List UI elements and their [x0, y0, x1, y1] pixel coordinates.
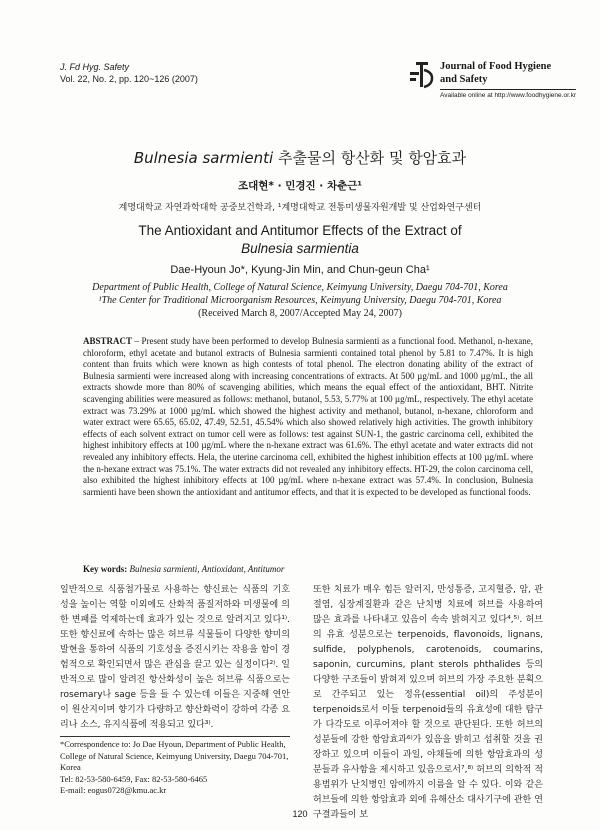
journal-title-line1: Journal of Food Hygiene	[440, 61, 552, 72]
keywords-text: Bulnesia sarmienti, Antioxidant, Antitumor	[127, 564, 285, 574]
korean-affiliation: 계명대학교 자연과학대학 공중보건학과, ¹계명대학교 전통미생물자원개발 및 산업화연구센터	[118, 203, 482, 213]
journal-meta	[60, 61, 198, 85]
journal-volume: Vol. 22, No. 2, pp. 120~126 (2007)	[60, 74, 198, 84]
footnote-line1: *Correspondence to: Jo Dae Hyoun, Department of Public Health,	[60, 739, 286, 749]
footnote-line4: Tel: 82-53-580-6459, Fax: 82-53-580-6465	[60, 773, 208, 784]
keywords	[83, 564, 533, 574]
footnote-rule	[60, 736, 290, 737]
journal-title-rule	[440, 89, 576, 90]
footnote-line2: College of Natural Science, Keimyung University, Daegu 704-701,	[60, 750, 289, 761]
english-affiliation-1: Department of Public Health, College of Natural Science, Keimyung University, Daegu 704-701, Korea	[92, 282, 508, 293]
journal-title-line2: and Safety	[440, 74, 488, 85]
footnote-line3: Korea	[60, 762, 81, 772]
body-column-left: 일반적으로 식품첨가물로 사용하는 향신료는 식품의 기호성을 높이는 역할 이외에도 산화적 품질저하와 미생물에 의한 변패를 억제하는데 효과가 있는 것으로 알려지고 있다¹⁾. 또한 향신료에 속하는 많은 허브류 식물들이 다양한 향미의 발현을 통하여 식품의 기호성을 증진시키는 작용을 함이 경험적으로 확인되면서 많은 관심을 끌고 있는 실정이다²⁾. 일반적으로 많이 알려진 항산화성이 높은 허브류 식품으로는 rosemary나 sage 등을 들 수 있는데 이들은 지중해 연안이 원산지이며 향기가 다량하고 향산화력이 강하여 각종 요리나 소스, 유지식품에 적용되고 있다³⁾.	[60, 585, 290, 730]
received-dates: (Received March 8, 2007/Accepted May 24, 2007)	[198, 308, 402, 319]
journal-title	[440, 60, 551, 86]
journal-online-url: Available online at http://www.foodhygiene.or.kr	[440, 92, 577, 99]
english-affiliations	[0, 282, 600, 307]
english-title-line1: The Antioxidant and Antitumor Effects of the Extract of	[138, 223, 462, 238]
journal-logo-icon	[408, 60, 436, 90]
abstract	[83, 336, 533, 498]
keywords-label: Key words:	[83, 564, 128, 574]
english-title-line2: Bulnesia sarmientia	[241, 241, 359, 256]
correspondence-footnote	[60, 739, 300, 797]
page-number: 120	[292, 809, 308, 819]
journal-short-name: J. Fd Hyg. Safety	[60, 62, 130, 72]
english-authors: Dae-Hyoun Jo*, Kyung-Jin Min, and Chun-geun Cha¹	[170, 264, 430, 276]
korean-title	[0, 147, 600, 168]
english-affiliation-2: ¹The Center for Traditional Microorganism Resources, Keimyung University, Daegu 704-701, Korea	[98, 294, 502, 306]
english-title	[0, 222, 600, 258]
body-column-right: 또한 치료가 매우 힘든 알러지, 만성통증, 고지혈증, 암, 관절염, 심장계질환과 같은 난치병 치료에 허브를 사용하여 많은 효과를 나타내고 있음이 속속 밝혀지고 있다⁴,⁵⁾. 허브의 유효 성분으로는 terpenoids, flavonoids, lignans, sulfide, polyphenols, carotenoids, coumarins, saponin, curcumins, plant sterols phthalides 등의 다양한 구조들이 밝혀져 있으며 허브의 가장 주요한 분획으로 간주되고 있는 정유(essential oil)의 주성분이 terpenoids로서 이들 terpenoid들의 유효성에 대한 탐구가 다각도로 이루어져야 할 것으로 판단된다. 또한 허브의 성분들에 강한 항암효과⁶⁾가 있음을 밝히고 섭취할 것을 권장하고 있으며 이들이 과일, 야채들에 의한 항암효과의 성분들과 유사함을 제시하고 있음으로서⁷,⁸⁾ 허브의 의학적 적용범위가 난치병인 암에까지 이름을 알 수 있다. 이와 같은 허브들에 의한 항암효과 외에 유해산소 대사기구에 관한 연구결과들이 보	[313, 585, 543, 820]
korean-authors: 조대현* · 민경진 · 차춘근¹	[238, 180, 362, 192]
abstract-text: – Present study have been performed to develop Bulnesia sarmienti as a functional food. Methanol, n-hexane, chloroform, ethyl acetate and butanol extracts of Bulnesia sarmienti contained total phenol by 5.81 to 7.47%. It is high content than fruits which were known as high contests of total phenol. The electron donating ability of the extract of Bulnesia sarmienti were increased along with increasing concentrations of extracts. At 500 µg/mL and 1000 µg/mL, the all extracts showde more than 80% of scavenging abilities, which means the equal effect of the antioxidant, BHT. Nitrite scavenging abilities were measured as follows: methanol, butanol, 5.53, 5.77% at 100 µg/mL, respectively. The ethyl acetate extract was 73.29% at 1000 µg/mL which showed the highest activity and methanol, butanol, n-hexane, chloroform and water extract were 65.65, 65.02, 47.49, 52.51, 45.54% which also showed relatively high activities. The growth inhibitory effects of each solvent extract on tumor cell were as follows: test against SUN-1, the gastric carcinoma cell, exhibited the highest inhibitory effects at 100 µg/mL where the n-hexane extract was 61.6%. The ethyl acetate and water extracts did not revealed any inhibitory effects. Hela, the uterine carcinoma cell, exhibited the highest inhibition effects at 100 µg/mL where the n-hexane extract was 75.1%. The water extracts did not revealed any inhibitory effects. HT-29, the colon carcinoma cell, also exhibited the highest inhibitory effects at 100 µg/mL where n-hexane extract was 57.4%. In conclusion, Bulnesia sarmienti have been shown the antioxidant and antitumor effects, and that it is expected to be developed as functional foods.	[83, 336, 533, 497]
korean-title-species: Bulnesia sarmienti	[133, 149, 274, 167]
abstract-label: ABSTRACT	[83, 336, 133, 346]
footnote-line5: E-mail: eogus0728@kmu.ac.kr	[60, 785, 167, 795]
korean-title-rest: 추출물의 항산화 및 항암효과	[273, 149, 467, 167]
